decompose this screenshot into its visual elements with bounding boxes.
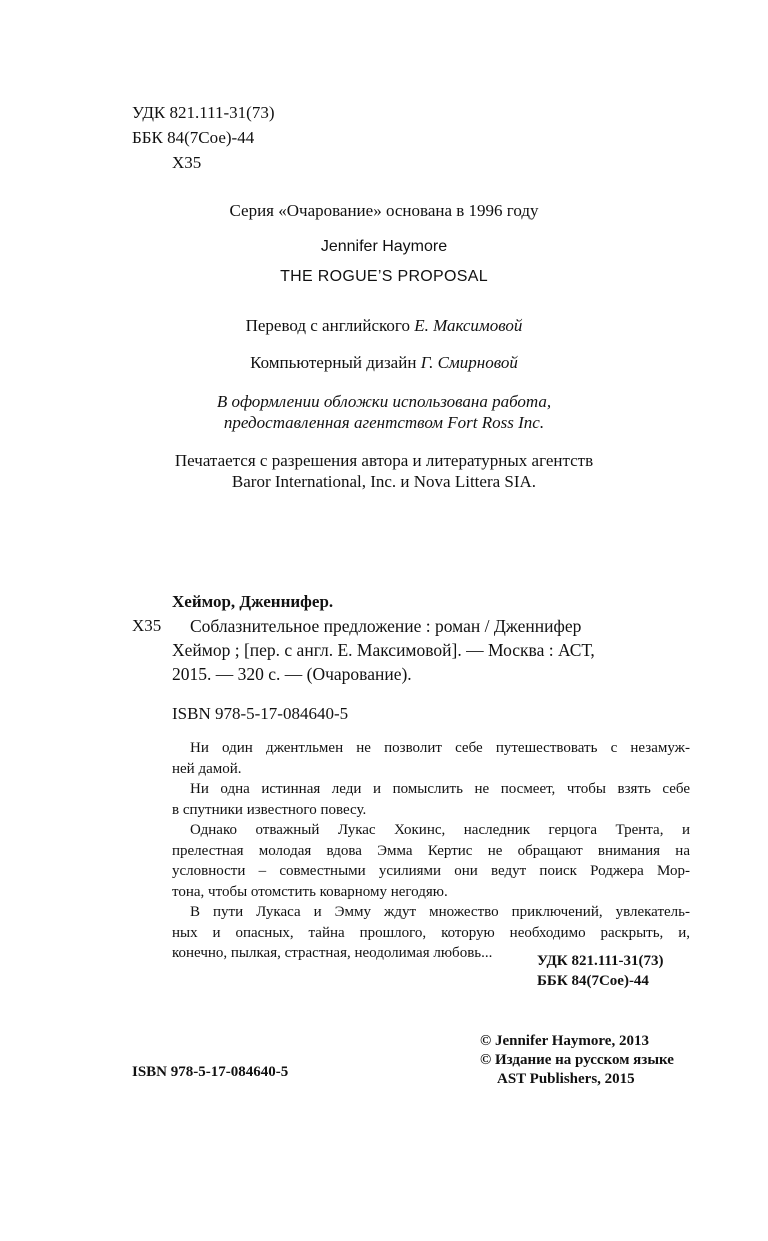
series-line: Серия «Очарование» основана в 1996 году [229,201,539,220]
copyright-author: © Jennifer Haymore, 2013 [480,1033,649,1049]
record-line-3: 2015. — 320 с. — (Очарование). [172,664,412,684]
annotation-line: Однако отважный Лукас Хокинс, наследник герцога Трента, и [190,822,690,838]
udk-code: УДК 821.111-31(73) [132,103,275,122]
original-title: THE ROGUE’S PROPOSAL [280,268,488,285]
record-code: Х35 [132,616,162,635]
record-isbn: ISBN 978-5-17-084640-5 [172,704,349,723]
design-credit [0,353,768,373]
permission-line-1: Печатается с разрешения автора и литературных агентств [174,451,594,470]
annotation-line: тона, чтобы отомстить коварному негодяю. [172,883,448,900]
annotation-line: условности – совместными усилиями они ведут поиск Роджера Мор- [172,863,690,879]
cover-note-line-2: предоставленная агентством Fort Ross Inc. [223,413,545,432]
original-author: Jennifer Haymore [320,238,448,255]
cover-note-line-1: В оформлении обложки использована работа, [216,392,552,411]
annotation-para-3 [172,820,690,902]
copyright-publisher: AST Publishers, 2015 [497,1071,635,1087]
copyright-edition: © Издание на русском языке [480,1052,674,1068]
translator-name: Е. Максимовой [414,316,523,335]
record-heading: Хеймор, Дженнифер. [172,592,334,611]
annotation [172,738,690,964]
annotation-line: в спутники известного повесу. [172,801,367,818]
permission-line-2: Baror International, Inc. и Nova Littera SIA. [231,472,537,491]
author-mark: Х35 [172,153,202,172]
designer-name: Г. Смирновой [420,353,518,372]
annotation-line: В пути Лукаса и Эмму ждут множество приключений, увлекатель- [190,904,690,920]
annotation-para-1 [172,738,690,779]
design-label: Компьютерный дизайн [250,353,417,372]
annotation-line: Ни один джентльмен не позволит себе путешествовать с незамуж- [190,740,690,756]
annotation-line: ных и опасных, тайна прошлого, которую необходимо раскрыть, и, [172,924,690,941]
bbk-code: ББК 84(7Сое)-44 [132,128,255,147]
footer-bbk: ББК 84(7Сое)-44 [537,973,649,989]
record-line-1: Соблазнительное предложение : роман / Дженнифер [190,616,582,636]
translation-credit [0,316,768,336]
record-line-2: Хеймор ; [пер. с англ. Е. Максимовой]. — Москва : АСТ, [172,640,595,660]
annotation-line: Ни одна истинная леди и помыслить не посмеет, чтобы взять себе [190,781,690,797]
annotation-line: конечно, пылкая, страстная, неодолимая любовь... [172,945,493,961]
annotation-line: ней дамой. [172,760,242,777]
footer-isbn: ISBN 978-5-17-084640-5 [132,1064,289,1080]
footer-udk: УДК 821.111-31(73) [537,953,664,969]
annotation-para-2 [172,779,690,820]
annotation-line: прелестная молодая вдова Эмма Кертис не обращают внимания на [172,842,690,859]
translation-label: Перевод с английского [245,316,410,335]
